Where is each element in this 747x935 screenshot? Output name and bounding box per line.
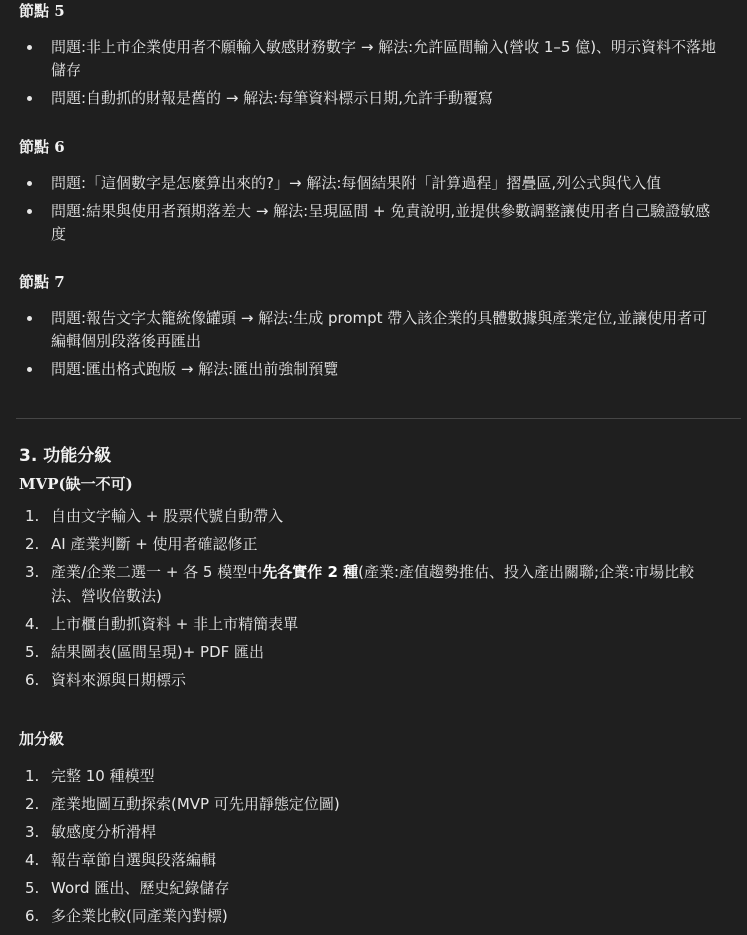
list-item: 3. 產業/企業二選一 + 各 5 模型中先各實作 2 種(產業:產值趨勢推估、投入產出關聯;企業:市場比較法、營收倍數法) (19, 560, 719, 608)
emphasis: 先各實作 2 種 (262, 563, 359, 581)
bonus-list (19, 764, 719, 928)
mvp-list (19, 504, 719, 692)
list-item: 問題:結果與使用者預期落差大 → 解法:呈現區間 + 免責說明,並提供參數調整讓使用者自己驗證敏感度 (19, 200, 719, 246)
list-item: 問題:報告文字太籠統像罐頭 → 解法:生成 prompt 帶入該企業的具體數據與產業定位,並讓使用者可編輯個別段落後再匯出 (19, 307, 719, 353)
list-number: 5. (25, 643, 40, 661)
bonus-section (19, 728, 719, 928)
list-item: 1. 自由文字輸入 + 股票代號自動帶入 (19, 504, 719, 528)
list-item: 3. 敏感度分析滑桿 (19, 820, 719, 844)
list-item: 問題:非上市企業使用者不願輸入敏感財務數字 → 解法:允許區間輸入(營收 1–5 億)、明示資料不落地儲存 (19, 36, 719, 82)
list-item: 6. 資料來源與日期標示 (19, 668, 719, 692)
node-7-section (19, 271, 719, 381)
list-item: 問題:匯出格式跑版 → 解法:匯出前強制預覽 (19, 358, 719, 381)
node-5-section (19, 0, 719, 110)
list-item: 4. 上市櫃自動抓資料 + 非上市精簡表單 (19, 612, 719, 636)
list-item: 6. 多企業比較(同產業內對標) (19, 904, 719, 928)
bonus-title: 加分級 (19, 730, 65, 748)
list-item: 4. 報告章節自選與段落編輯 (19, 848, 719, 872)
node-6-list (19, 172, 719, 246)
section-3 (19, 444, 719, 692)
list-number: 6. (25, 671, 40, 689)
list-number: 5. (25, 879, 40, 897)
list-number: 3. (25, 563, 40, 581)
list-number: 6. (25, 907, 40, 925)
list-number: 2. (25, 535, 40, 553)
node-5-list (19, 36, 719, 110)
list-item: 5. 結果圖表(區間呈現)+ PDF 匯出 (19, 640, 719, 664)
list-number: 3. (25, 823, 40, 841)
node-7-heading: 節點 7 (19, 273, 65, 291)
node-5-heading: 節點 5 (19, 2, 65, 20)
list-number: 4. (25, 851, 40, 869)
list-item: 問題:自動抓的財報是舊的 → 解法:每筆資料標示日期,允許手動覆寫 (19, 87, 719, 110)
list-item: 1. 完整 10 種模型 (19, 764, 719, 788)
list-item: 問題:「這個數字是怎麼算出來的?」→ 解法:每個結果附「計算過程」摺疊區,列公式與代入值 (19, 172, 719, 195)
list-number: 1. (25, 767, 40, 785)
list-item: 2. 產業地圖互動探索(MVP 可先用靜態定位圖) (19, 792, 719, 816)
list-number: 2. (25, 795, 40, 813)
list-number: 1. (25, 507, 40, 525)
mvp-title: MVP(缺一不可) (19, 475, 133, 493)
node-6-heading: 節點 6 (19, 138, 65, 156)
list-item: 5. Word 匯出、歷史紀錄儲存 (19, 876, 719, 900)
list-item: 2. AI 產業判斷 + 使用者確認修正 (19, 532, 719, 556)
node-7-list (19, 307, 719, 381)
section-3-title: 3. 功能分級 (19, 446, 112, 466)
list-number: 4. (25, 615, 40, 633)
section-divider (16, 418, 741, 419)
node-6-section (19, 136, 719, 246)
